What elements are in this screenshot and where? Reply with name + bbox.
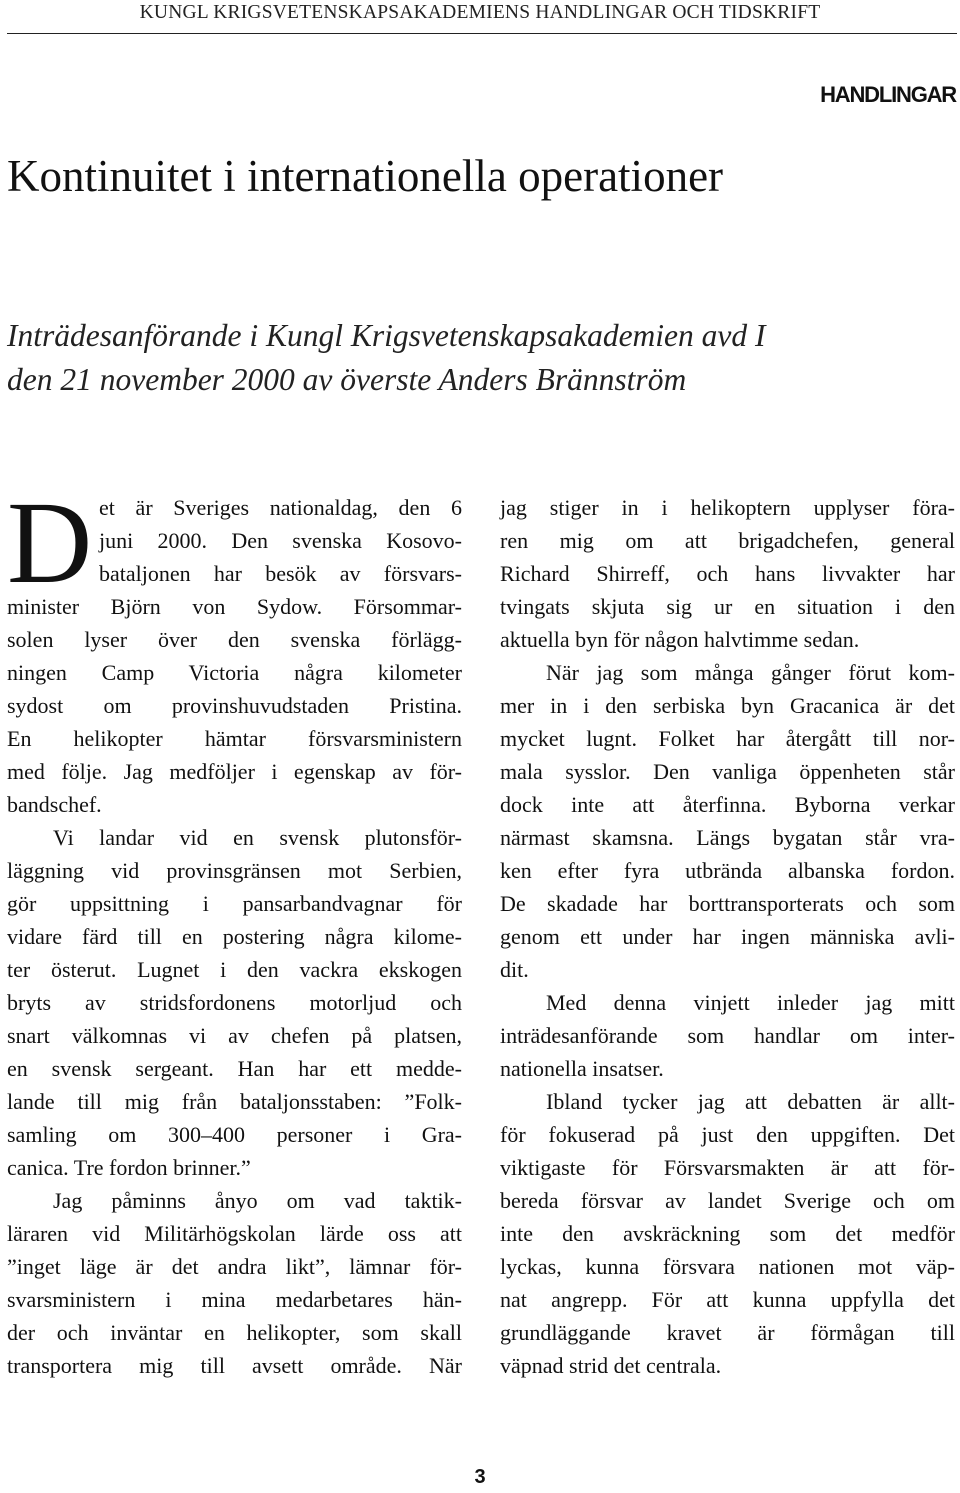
text-line: med följe. Jag medföljer i egenskap av för-: [7, 759, 462, 784]
article-subtitle: [7, 314, 766, 402]
text-line: svarsministern i mina medarbetares hän-: [7, 1287, 462, 1312]
text-line: inträdesanförande som handlar om inter-: [500, 1023, 955, 1048]
text-line: lyckas, kunna försvara nationen mot väp-: [500, 1254, 955, 1279]
text-line: en svensk sergeant. Han har ett medde-: [7, 1056, 462, 1081]
subtitle-line: den 21 november 2000 av överste Anders Brännström: [7, 362, 687, 397]
text-line: När jag som många gånger förut kom-: [546, 660, 955, 685]
text-line: ”inget läge är det andra likt”, lämnar för-: [7, 1254, 462, 1279]
text-line: dock inte att återfinna. Byborna verkar: [500, 792, 955, 817]
text-line: aktuella byn för någon halvtimme sedan.: [500, 627, 860, 652]
text-line: En helikopter hämtar försvarsministern: [7, 726, 462, 751]
text-line: bryts av stridsfordonens motorljud och: [7, 990, 462, 1015]
text-line: Ibland tycker jag att debatten är allt-: [546, 1089, 955, 1114]
text-line: solen lyser över den svenska förlägg-: [7, 627, 462, 652]
text-line: mala sysslor. Den vanliga öppenheten står: [500, 759, 955, 784]
journal-header: KUNGL KRIGSVETENSKAPSAKADEMIENS HANDLINGAR OCH TIDSKRIFT: [139, 2, 821, 23]
text-line: läggning vid provinsgränsen mot Serbien,: [7, 858, 462, 883]
article-title: Kontinuitet i internationella operationer: [7, 151, 724, 201]
text-line: för fokuserad på just den uppgiften. Det: [500, 1122, 955, 1147]
text-line: ter österut. Lugnet i den vackra ekskogen: [7, 957, 462, 982]
text-line: ningen Camp Victoria några kilometer: [7, 660, 462, 685]
header-rule: [7, 33, 957, 34]
section-label: HANDLINGAR: [820, 82, 956, 107]
text-line: genom ett under har ingen människa avli-: [500, 924, 955, 949]
drop-cap: D: [7, 477, 93, 608]
text-line: mer in i den serbiska byn Gracanica är det: [500, 693, 955, 718]
text-line: nat angrepp. För att kunna uppfylla det: [500, 1287, 955, 1312]
text-line: vidare färd till en postering några kilome-: [7, 924, 462, 949]
text-line: et är Sveriges nationaldag, den 6: [99, 495, 462, 520]
text-line: viktigaste för Försvarsmakten är att för-: [500, 1155, 955, 1180]
text-line: tvingats skjuta sig ur en situation i den: [500, 594, 955, 619]
text-line: Vi landar vid en svensk plutonsför-: [53, 825, 462, 850]
text-line: lande till mig från bataljonsstaben: ”Folk-: [7, 1089, 462, 1114]
page-number: 3: [474, 1466, 486, 1488]
text-line: mycket lugnt. Folket har återgått till nor-: [500, 726, 955, 751]
text-line: De skadade har borttransporterats och som: [500, 891, 955, 916]
text-line: snart välkomnas vi av chefen på platsen,: [7, 1023, 462, 1048]
text-line: grundläggande kravet är förmågan till: [500, 1320, 955, 1345]
text-line: Med denna vinjett inleder jag mitt: [546, 990, 955, 1015]
text-line: bereda försvar av landet Sverige och om: [500, 1188, 955, 1213]
text-line: Richard Shirreff, och hans livvakter har: [500, 561, 955, 586]
text-line: nationella insatser.: [500, 1056, 664, 1081]
left-column: [7, 477, 462, 1382]
text-line: inte den avskräckning som det medför: [500, 1221, 955, 1246]
text-line: der och inväntar en helikopter, som skall: [7, 1320, 462, 1345]
subtitle-line: Inträdesanförande i Kungl Krigsvetenskapsakademien avd I: [7, 318, 766, 353]
text-line: ren mig om att brigadchefen, general: [500, 528, 955, 553]
text-line: närmast skamsna. Längs bygatan står vra-: [500, 825, 955, 850]
text-line: ken efter fyra utbrända albanska fordon.: [500, 858, 955, 883]
text-line: canica. Tre fordon brinner.”: [7, 1155, 251, 1180]
text-line: Jag påminns ånyo om vad taktik-: [53, 1188, 462, 1213]
text-line: sydost om provinshuvudstaden Pristina.: [7, 693, 462, 718]
text-line: läraren vid Militärhögskolan lärde oss att: [7, 1221, 462, 1246]
text-line: juni 2000. Den svenska Kosovo-: [99, 528, 462, 553]
right-column: [500, 491, 955, 1382]
text-line: samling om 300–400 personer i Gra-: [7, 1122, 462, 1147]
text-line: bataljonen har besök av försvars-: [99, 561, 462, 586]
text-line: dit.: [500, 957, 529, 982]
text-line: minister Björn von Sydow. Försommar-: [7, 594, 462, 619]
text-line: jag stiger in i helikoptern upplyser föra-: [500, 495, 955, 520]
text-line: väpnad strid det centrala.: [500, 1353, 722, 1378]
text-line: bandschef.: [7, 792, 102, 817]
text-line: gör uppsittning i pansarbandvagnar för: [7, 891, 462, 916]
text-line: transportera mig till avsett område. När: [7, 1353, 462, 1378]
